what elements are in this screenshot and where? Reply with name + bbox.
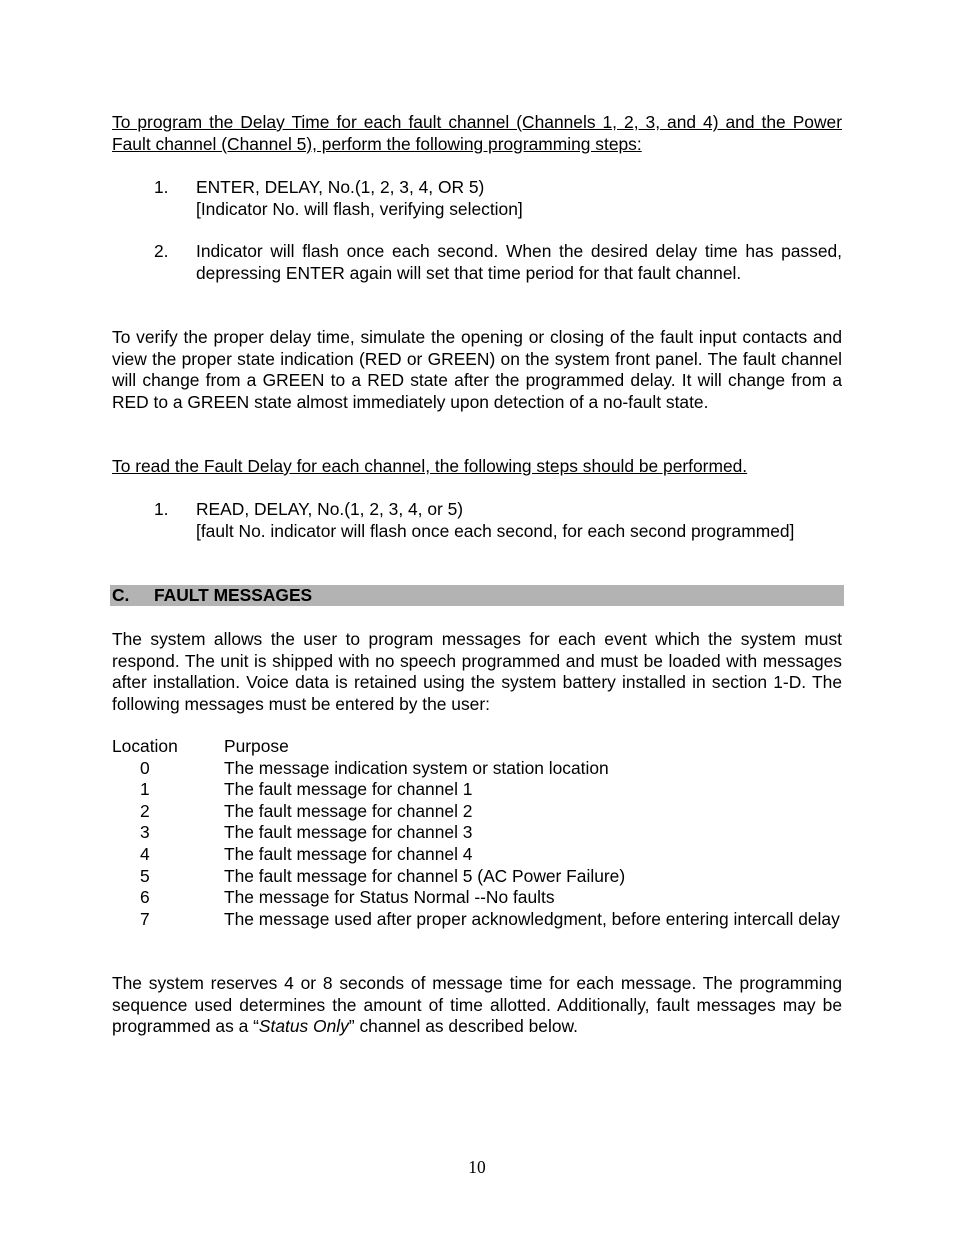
location-purpose: The message used after proper acknowledgment, before entering intercall delay bbox=[224, 908, 840, 929]
section-heading-bar bbox=[110, 585, 844, 606]
step-text: Indicator will flash once each second. When the desired delay time has passed, depressing ENTER again will set that time period for that fault channel. bbox=[196, 241, 842, 283]
purpose-header: Purpose bbox=[224, 736, 289, 756]
read-delay-heading: To read the Fault Delay for each channel, the following steps should be performed. bbox=[112, 456, 748, 476]
location-row bbox=[112, 887, 842, 909]
section-title: FAULT MESSAGES bbox=[154, 585, 313, 605]
location-header: Location bbox=[112, 736, 178, 756]
closing-text: The system reserves 4 or 8 seconds of message time for each message. The programming sequence used determines the amount of time allotted. Additionally, fault messages may be programmed as a “ bbox=[112, 973, 842, 1037]
location-row bbox=[112, 758, 842, 780]
location-number: 1 bbox=[140, 779, 150, 800]
status-only-term: Status Only bbox=[258, 1016, 349, 1037]
step-number: 2. bbox=[154, 241, 169, 261]
step-number: 1. bbox=[154, 499, 169, 519]
step-line: ENTER, DELAY, No.(1, 2, 3, 4, OR 5) bbox=[196, 177, 485, 197]
location-row bbox=[112, 822, 842, 844]
step-line: READ, DELAY, No.(1, 2, 3, 4, or 5) bbox=[196, 499, 464, 519]
location-purpose: The message indication system or station location bbox=[224, 757, 609, 778]
program-step-2 bbox=[112, 241, 842, 307]
location-table-header bbox=[112, 736, 842, 758]
location-purpose: The fault message for channel 5 (AC Power Failure) bbox=[224, 865, 626, 886]
closing-text-end: ” channel as described below. bbox=[348, 1016, 578, 1037]
page-number: 10 bbox=[468, 1157, 486, 1177]
step-note: [Indicator No. will flash, verifying selection] bbox=[196, 198, 523, 219]
closing-paragraph bbox=[112, 973, 842, 1038]
location-purpose: The fault message for channel 4 bbox=[224, 843, 473, 864]
program-step-1 bbox=[112, 177, 842, 221]
location-row bbox=[112, 801, 842, 823]
location-table bbox=[112, 736, 842, 930]
location-purpose: The fault message for channel 3 bbox=[224, 822, 473, 843]
location-number: 2 bbox=[140, 800, 150, 821]
location-number: 0 bbox=[140, 757, 150, 778]
read-step-1 bbox=[112, 499, 842, 543]
location-row bbox=[112, 844, 842, 866]
location-row bbox=[112, 909, 842, 931]
intro-paragraph: To program the Delay Time for each fault channel (Channels 1, 2, 3, and 4) and the Power Fault channel (Channel 5), perform the following programming steps: bbox=[112, 112, 842, 154]
section-letter: C. bbox=[112, 585, 130, 605]
location-row bbox=[112, 779, 842, 801]
location-number: 5 bbox=[140, 865, 150, 886]
verify-paragraph: To verify the proper delay time, simulate the opening or closing of the fault input contacts and view the proper state indication (RED or GREEN) on the system front panel. The fault channel will change from a GREEN to a RED state after the programmed delay. It will change from a RED to a GREEN state almost immediately upon detection of a no-fault state. bbox=[112, 327, 842, 412]
location-number: 4 bbox=[140, 843, 150, 864]
location-purpose: The message for Status Normal --No faults bbox=[224, 887, 555, 908]
location-number: 3 bbox=[140, 822, 150, 843]
step-text bbox=[196, 177, 842, 220]
step-note: [fault No. indicator will flash once each second, for each second programmed] bbox=[196, 520, 795, 541]
location-number: 6 bbox=[140, 887, 150, 908]
step-text bbox=[196, 499, 856, 542]
location-purpose: The fault message for channel 1 bbox=[224, 779, 473, 800]
location-number: 7 bbox=[140, 908, 150, 929]
step-number: 1. bbox=[154, 177, 169, 197]
location-row bbox=[112, 866, 842, 888]
location-purpose: The fault message for channel 2 bbox=[224, 800, 473, 821]
fault-messages-paragraph: The system allows the user to program messages for each event which the system must respond. The unit is shipped with no speech programmed and must be loaded with messages after installation. Voice data is retained using the system battery installed in section 1-D. The following messages must be entered by the user: bbox=[112, 629, 842, 714]
